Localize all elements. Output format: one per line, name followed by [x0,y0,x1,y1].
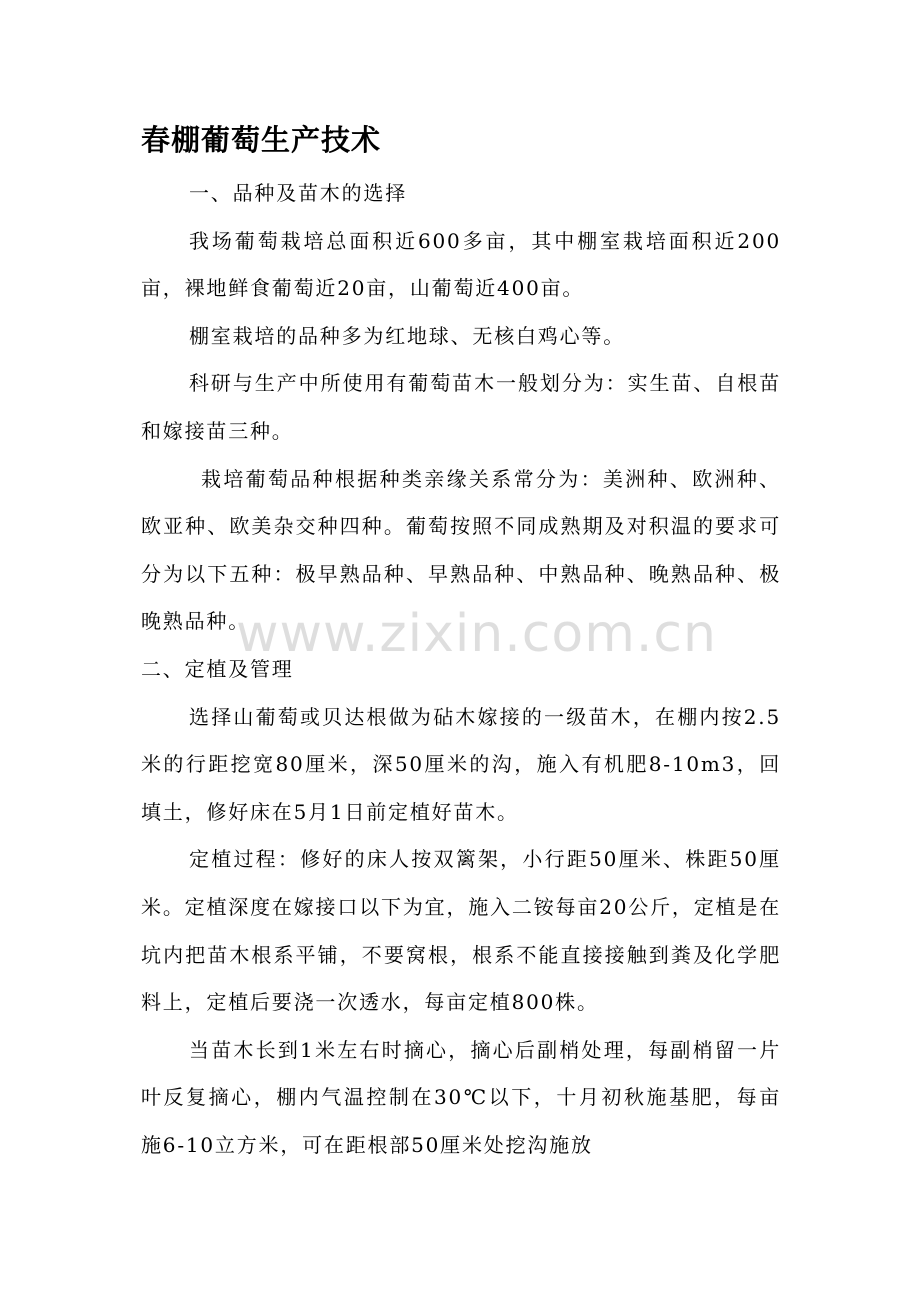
paragraph-area: 我场葡萄栽培总面积近600多亩，其中棚室栽培面积近200亩，裸地鲜食葡萄近20亩，山葡萄近400亩。 [141,228,781,301]
paragraph-rootstock: 选择山葡萄或贝达根做为砧木嫁接的一级苗木，在棚内按2.5米的行距挖宽80厘米，深50厘米的沟，施入有机肥8-10m3，回填土，修好床在5月1日前定植好苗木。 [141,704,781,824]
paragraph-seedling-types: 科研与生产中所使用有葡萄苗木一般划分为：实生苗、自根苗和嫁接苗三种。 [141,371,781,443]
paragraph-planting-process: 定植过程：修好的床人按双篱架，小行距50厘米、株距50厘米。定植深度在嫁接口以下为宜，施入二铵每亩20公斤，定植是在坑内把苗木根系平铺，不要窝根，根系不能直接接触到粪及化学肥料上，定植后要浇一次透水，每亩定植800株。 [141,847,781,1015]
document-title: 春棚葡萄生产技术 [141,123,382,157]
paragraph-pinching: 当苗木长到1米左右时摘心，摘心后副梢处理，每副梢留一片叶反复摘心，棚内气温控制在30℃以下，十月初秋施基肥，每亩施6-10立方米，可在距根部50厘米处挖沟施放 [141,1037,781,1157]
paragraph-varieties: 棚室栽培的品种多为红地球、无核白鸡心等。 [189,323,625,348]
watermark-text: www.zixin.com.cn [236,604,717,664]
section-heading-planting: 二、定植及管理 [141,656,294,681]
document-page [141,118,781,1169]
section-heading-varieties: 一、品种及苗木的选择 [189,181,407,205]
paragraph-species-classification: 栽培葡萄品种根据种类亲缘关系常分为：美洲种、欧洲种、欧亚种、欧美杂交种四种。葡萄按照不同成熟期及对积温的要求可分为以下五种：极早熟品种、早熟品种、中熟品种、晚熟品种、极晚熟品种。 [141,466,781,634]
